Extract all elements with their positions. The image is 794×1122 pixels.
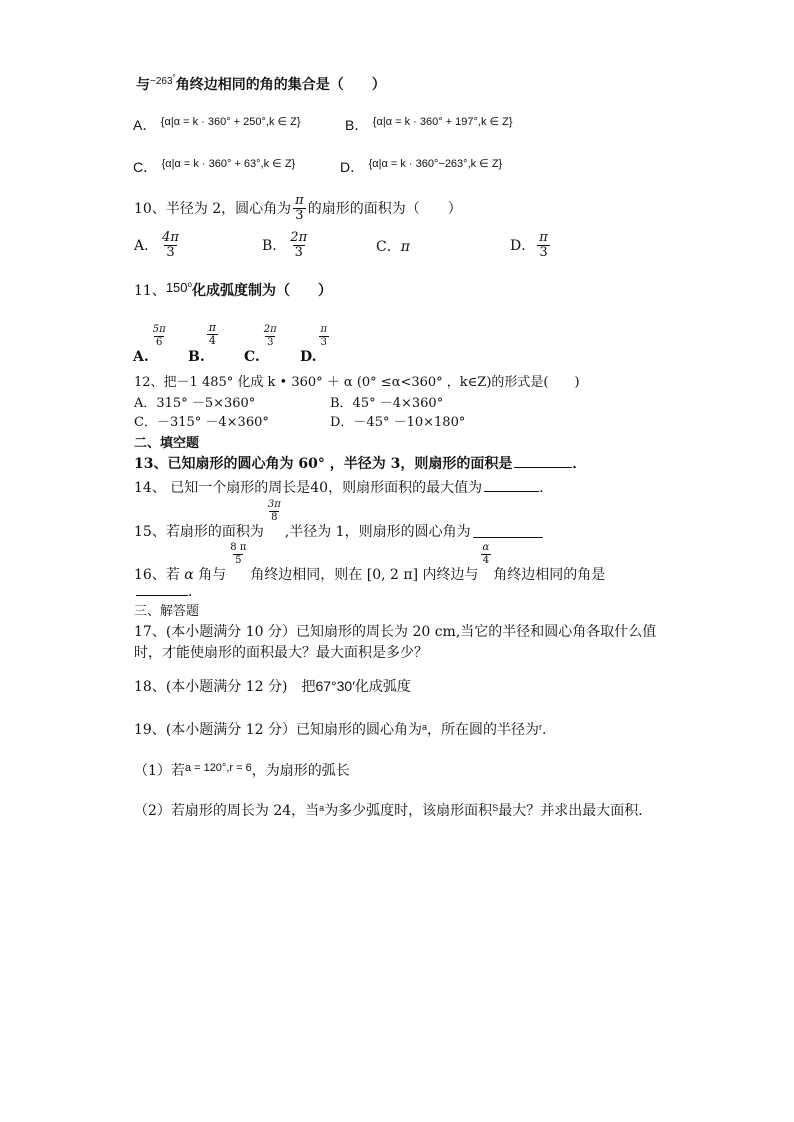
- q16-stem-mid: 角与: [193, 566, 227, 583]
- q16-stem: [134, 542, 606, 583]
- q13-answer-blank: [514, 466, 572, 468]
- q10-option-b-num: 2π: [290, 230, 308, 245]
- q16-fraction: [228, 543, 248, 566]
- q19-stem: [134, 723, 546, 737]
- q9-option-b-text: {α|α = k · 360° + 197°,k ∈ Z}: [372, 116, 513, 128]
- q11-stem-pre: 11、: [134, 283, 166, 299]
- q10-option-b-den: 3: [294, 244, 303, 260]
- q9-stem-post: 角终边相同的角的集合是（ ）: [175, 77, 386, 93]
- q10-option-d-num: π: [539, 230, 548, 245]
- q14-stem: [134, 481, 544, 495]
- q11-option-a-fraction: [151, 325, 168, 348]
- q15-stem: [134, 499, 543, 540]
- q11-angle-degree: o: [187, 280, 192, 289]
- q19-part1-pre: （1）若: [134, 763, 185, 779]
- q10-fraction-num: π: [295, 193, 304, 208]
- q15-answer-blank: [473, 536, 543, 538]
- q13-stem-post: ．: [572, 456, 587, 472]
- q9-option-a-text: {α|α = k · 360° + 250°,k ∈ Z}: [160, 116, 301, 128]
- q19-part1-expr: a = 120°,r = 6: [184, 762, 252, 774]
- q15-stem-post: ,半径为 1，则扇形的圆心角为: [284, 523, 471, 540]
- q11-option-c-den: 3: [267, 336, 274, 348]
- q19-r-symbol: r: [539, 722, 543, 732]
- q19-stem-pre: 19、(本小题满分 12 分）已知扇形的圆心角为: [134, 722, 422, 738]
- q14-answer-blank: [484, 490, 539, 492]
- q9-option-b-label: B．: [345, 117, 369, 133]
- q10-option-c-label: C．: [376, 239, 401, 255]
- q10-option-b-fraction: [288, 231, 309, 261]
- q19-part1-post: ，为扇形的弧长: [251, 763, 350, 779]
- q16-fraction-den: 5: [235, 554, 242, 566]
- q9-option-d-text: {α|α = k · 360°−263°,k ∈ Z}: [368, 158, 503, 170]
- q10-option-c-text: π: [400, 239, 410, 255]
- q15-fraction-num: 3π: [267, 499, 281, 510]
- q10-stem-post: 的扇形的面积为（ ）: [307, 200, 462, 217]
- q11-option-b-den: 4: [208, 333, 216, 347]
- q10-fraction: [293, 194, 306, 224]
- q10-stem: [134, 194, 462, 224]
- q16-fraction-2: [481, 543, 492, 566]
- q16-fraction-2-den: 4: [482, 554, 490, 566]
- q9-option-c-label: C．: [133, 159, 158, 175]
- q11-stem-post: 化成弧度制为（ ）: [191, 283, 332, 299]
- q16-answer-blank: [136, 594, 188, 596]
- q13-stem: [134, 457, 586, 471]
- q16-alpha: α: [184, 566, 194, 583]
- q14-stem-text: 14、 已知一个扇形的周长是40，则扇形面积的最大值为: [134, 480, 483, 496]
- q19-part2: [134, 804, 643, 818]
- q11-option-b-num: π: [208, 321, 216, 334]
- q19-a-symbol: a: [422, 722, 428, 732]
- q19-part2-a-symbol: a: [319, 803, 325, 813]
- q10-option-b: [262, 231, 311, 261]
- q11-option-d-num: π: [320, 324, 328, 335]
- q16-stem-post: 角终边相同的角是: [493, 566, 606, 583]
- q9-option-c-text: {α|α = k · 360° + 63°,k ∈ Z}: [161, 158, 296, 170]
- q11-option-c-fraction: [262, 325, 279, 348]
- q18-stem: [134, 679, 411, 694]
- q10-option-a-den: 3: [166, 244, 175, 260]
- q12-option-a: A．315° －5×360°: [134, 396, 256, 411]
- q11-option-d-label: D.: [300, 348, 317, 365]
- q10-fraction-den: 3: [295, 207, 304, 223]
- q11-option-c-label: C.: [244, 348, 260, 365]
- q10-option-c: [376, 240, 410, 254]
- q19-part2-pre: （2）若扇形的周长为 24，当: [134, 803, 320, 819]
- q11-stem: [134, 280, 332, 299]
- q12-option-b: B．45° －4×360°: [330, 396, 444, 411]
- q11-option-c-num: 2π: [263, 324, 277, 335]
- q11-angle-value: 150: [165, 280, 188, 295]
- q9-option-a-label: A．: [133, 117, 157, 133]
- q10-option-d-fraction: [537, 231, 550, 261]
- section-title-fill-in: 二、填空题: [134, 436, 200, 451]
- q10-option-a: [134, 231, 183, 261]
- q16-line2: [134, 585, 192, 599]
- q11-option-a-num: 5π: [152, 324, 166, 335]
- q11-option-b: [188, 321, 220, 365]
- q9-angle-degree: °: [172, 73, 176, 82]
- q16-stem-pre: 16、若: [134, 566, 185, 583]
- q19-part2-post: 最大？并求出最大面积.: [498, 803, 643, 819]
- q11-angle: [166, 280, 192, 295]
- q9-option-d-label: D．: [340, 159, 365, 175]
- q16-stem-mid2: 角终边相同，则在 [0, 2 π] 内终边与: [250, 566, 479, 583]
- q13-stem-text: 13、已知扇形的圆心角为 60° ，半径为 3，则扇形的面积是: [134, 456, 513, 472]
- q10-option-a-label: A．: [134, 237, 159, 254]
- q19-part1: [134, 764, 350, 778]
- q9-option-c: [133, 160, 295, 175]
- q17-line2: 时，才能使扇形的面积最大？最大面积是多少？: [134, 645, 428, 661]
- q10-option-d: [510, 231, 552, 261]
- q19-stem-mid: ，所在圆的半径为: [427, 722, 540, 738]
- q10-option-a-fraction: [160, 231, 181, 261]
- q10-option-b-label: B．: [262, 237, 287, 254]
- q11-option-d-fraction: [319, 325, 330, 348]
- q16-fraction-2-num: α: [482, 542, 490, 553]
- q9-stem-pre: 与: [136, 77, 150, 93]
- q12-option-c: C．－315° －4×360°: [134, 415, 269, 430]
- q19-part2-mid: 为多少弧度时，该扇形面积: [324, 803, 493, 819]
- q14-stem-post: .: [539, 480, 544, 496]
- q15-stem-pre: 15、若扇形的面积为: [134, 523, 264, 540]
- q19-stem-post: .: [542, 722, 547, 738]
- q10-option-d-label: D．: [510, 237, 536, 254]
- q18-stem-post: 化成弧度: [354, 679, 411, 695]
- q16-fraction-num: 8 π: [230, 542, 247, 553]
- q12-option-d: D．－45° －10×180°: [330, 415, 466, 430]
- q12-stem: 12、把－1 485° 化成 k • 360° ＋ α (0° ≤α<360° ，k∈Z)的形式是( ): [134, 375, 580, 390]
- section-title-answer: 三、解答题: [134, 604, 200, 619]
- q9-option-b: [345, 118, 513, 133]
- q9-option-a: [133, 118, 301, 133]
- q11-option-b-fraction: [207, 322, 218, 347]
- q16-line2-post: .: [188, 584, 193, 600]
- q11-option-d-den: 3: [320, 336, 327, 348]
- q19-part2-s-symbol: S: [492, 803, 499, 813]
- q15-fraction-den: 8: [271, 511, 278, 523]
- q18-angle: 67°30′: [315, 678, 355, 694]
- q11-option-b-label: B.: [188, 348, 205, 365]
- q10-stem-pre: 10、半径为 2，圆心角为: [134, 200, 292, 217]
- q9-angle-value: −263: [150, 76, 173, 87]
- q9-angle: [150, 73, 176, 87]
- q9-stem: [136, 73, 386, 93]
- q11-option-c: [244, 324, 281, 365]
- q11-option-a: [133, 324, 170, 365]
- q11-option-d: [300, 324, 331, 365]
- q15-fraction: [266, 500, 283, 523]
- q17-line1: 17、(本小题满分 10 分）已知扇形的周长为 20 cm,当它的半径和圆心角各取什么值: [134, 624, 657, 640]
- q10-option-d-den: 3: [539, 244, 548, 260]
- q11-option-a-label: A.: [133, 348, 149, 365]
- q11-option-a-den: 6: [156, 336, 163, 348]
- q9-option-d: [340, 160, 502, 175]
- q18-stem-text: 18、(本小题满分 12 分) 把: [134, 679, 316, 695]
- q10-option-a-num: 4π: [162, 230, 179, 245]
